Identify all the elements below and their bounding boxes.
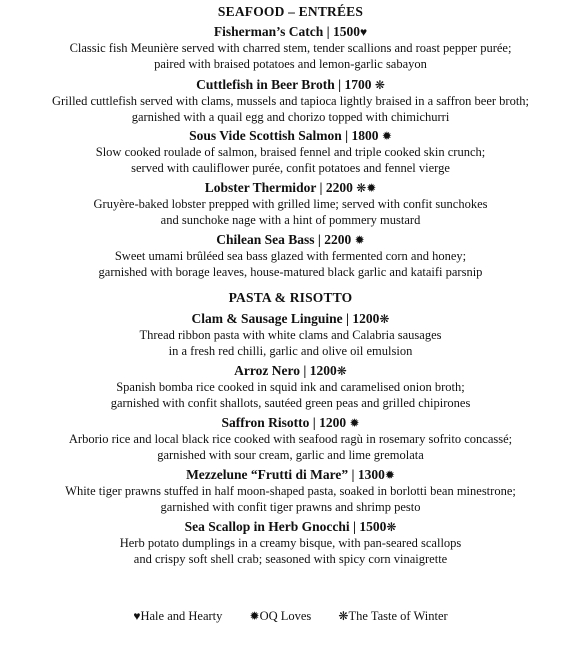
dish-description-line: Sweet umami brûléed sea bass glazed with fermented corn and honey; xyxy=(114,249,467,263)
dish-description-line: paired with braised potatoes and lemon-garlic sabayon xyxy=(154,56,427,71)
dish-heading: Cuttlefish in Beer Broth | 1700 ❋ xyxy=(196,77,385,92)
dish-description-line: Classic fish Meunière served with charred stem, tender scallions and roast pepper purée; xyxy=(69,41,512,55)
star-icon: ✹ xyxy=(249,609,260,623)
dish-name: Chilean Sea Bass xyxy=(216,232,315,247)
snowflake-icon: ❋ xyxy=(374,78,385,92)
dish-price: 1200 xyxy=(319,415,347,430)
dish-description-line: and sunchoke nage with a hint of pommery mustard xyxy=(160,212,421,227)
dish-name: Cuttlefish in Beer Broth xyxy=(196,77,335,92)
star-icon: ✹ xyxy=(381,129,392,143)
dish-heading: Fisherman’s Catch | 1500♥ xyxy=(213,24,368,39)
dish-name: Clam & Sausage Linguine xyxy=(191,311,343,326)
star-icon: ✹ xyxy=(349,416,360,430)
dish-clam-sausage-linguine xyxy=(0,310,581,359)
dish-description-line: in a fresh red chilli, garlic and olive oil emulsion xyxy=(168,343,413,358)
dish-description-line: Slow cooked roulade of salmon, braised fennel and triple cooked skin crunch; xyxy=(95,145,486,159)
dish-heading: Saffron Risotto | 1200 ✹ xyxy=(221,415,360,430)
dish-description-line: served with cauliflower purée, confit potatoes and fennel vierge xyxy=(131,160,450,175)
dish-heading: Arroz Nero | 1200❋ xyxy=(234,363,347,378)
dish-sous-vide-scottish-salmon xyxy=(0,127,581,176)
dish-price: 2200 xyxy=(324,232,352,247)
section-title-seafood: SEAFOOD – ENTRÉES xyxy=(217,4,364,19)
section-title-pasta-risotto: PASTA & RISOTTO xyxy=(228,290,353,305)
heart-icon: ♥ xyxy=(359,25,368,39)
dish-description-line: White tiger prawns stuffed in half moon-shaped pasta, soaked in borlotti bean minestrone; xyxy=(65,484,516,498)
dish-heading: Sous Vide Scottish Salmon | 1800 ✹ xyxy=(189,128,392,143)
dish-heading: Chilean Sea Bass | 2200 ✹ xyxy=(216,232,365,247)
dish-sea-scallop-in-herb-gnocchi xyxy=(0,518,581,567)
dish-description-line: garnished with confit shallots, sautéed green peas and grilled chipirones xyxy=(110,395,471,410)
dish-arroz-nero xyxy=(0,362,581,411)
dish-price: 1800 xyxy=(351,128,379,143)
star-icon: ✹ xyxy=(384,468,395,482)
dish-description-line: Spanish bomba rice cooked in squid ink and caramelised onion broth; xyxy=(116,380,465,394)
dish-chilean-sea-bass xyxy=(0,231,581,280)
snowflake-icon: ❋ xyxy=(336,364,347,378)
dish-fishermans-catch xyxy=(0,23,581,72)
dish-description-line: garnished with confit tiger prawns and shrimp pesto xyxy=(160,499,421,514)
snowflake-icon: ❋ xyxy=(386,520,397,534)
dish-description-line: Thread ribbon pasta with white clams and Calabria sausages xyxy=(139,328,442,342)
dish-heading: Clam & Sausage Linguine | 1200❋ xyxy=(191,311,390,326)
dish-name: Sous Vide Scottish Salmon xyxy=(189,128,342,143)
dish-price: 1500 xyxy=(332,24,360,39)
dish-description-line: Gruyère-baked lobster prepped with grilled lime; served with confit sunchokes xyxy=(93,197,488,211)
snowflake-icon: ❋ xyxy=(379,312,390,326)
dish-description-line: Herb potato dumplings in a creamy bisque, with pan-seared scallops xyxy=(119,536,462,550)
dish-mezzelune-frutti-di-mare xyxy=(0,466,581,515)
legend-item-taste-of-winter xyxy=(338,609,447,624)
dish-name: Arroz Nero xyxy=(234,363,301,378)
dish-description-line: garnished with sour cream, garlic and lime gremolata xyxy=(157,447,424,462)
dish-description-line: garnished with borage leaves, house-matured black garlic and kataifi parsnip xyxy=(98,264,483,279)
dish-heading: Sea Scallop in Herb Gnocchi | 1500❋ xyxy=(184,519,397,534)
dish-description-line: Arborio rice and local black rice cooked with seafood ragù in rosemary sofrito concassé; xyxy=(68,432,513,446)
legend-label: OQ Loves xyxy=(259,609,312,623)
dish-description-line: and crispy soft shell crab; seasoned with spicy corn vinaigrette xyxy=(133,551,448,566)
star-icon: ✹ xyxy=(354,233,365,247)
dish-price: 1200 xyxy=(309,363,337,378)
snowflake-icon: ❋ xyxy=(338,609,349,623)
dish-heading: Lobster Thermidor | 2200 ❋✹ xyxy=(204,180,377,195)
dish-description-line: Grilled cuttlefish served with clams, mussels and tapioca lightly braised in a saffron beer broth; xyxy=(51,94,530,108)
dish-price: 1200 xyxy=(352,311,380,326)
dish-cuttlefish-in-beer-broth xyxy=(0,76,581,125)
symbol-legend xyxy=(0,609,581,624)
dish-price: 1300 xyxy=(357,467,385,482)
legend-label: Hale and Hearty xyxy=(140,609,223,623)
dish-name: Fisherman’s Catch xyxy=(213,24,324,39)
dish-saffron-risotto xyxy=(0,414,581,463)
dish-price: 1700 xyxy=(344,77,372,92)
dish-lobster-thermidor xyxy=(0,179,581,228)
dish-price: 2200 xyxy=(325,180,353,195)
heart-icon: ♥ xyxy=(133,609,141,623)
dish-name: Sea Scallop in Herb Gnocchi xyxy=(184,519,350,534)
dish-heading: Mezzelune “Frutti di Mare” | 1300✹ xyxy=(186,467,395,482)
dish-name: Mezzelune “Frutti di Mare” xyxy=(186,467,349,482)
dish-name: Lobster Thermidor xyxy=(204,180,317,195)
snowflake-star-icon: ❋✹ xyxy=(356,181,377,195)
legend-label: The Taste of Winter xyxy=(348,609,448,623)
dish-name: Saffron Risotto xyxy=(221,415,310,430)
dish-price: 1500 xyxy=(359,519,387,534)
legend-item-hale-and-hearty xyxy=(133,609,222,624)
dish-description-line: garnished with a quail egg and chorizo topped with chimichurri xyxy=(131,109,450,124)
legend-item-oq-loves xyxy=(250,609,312,624)
